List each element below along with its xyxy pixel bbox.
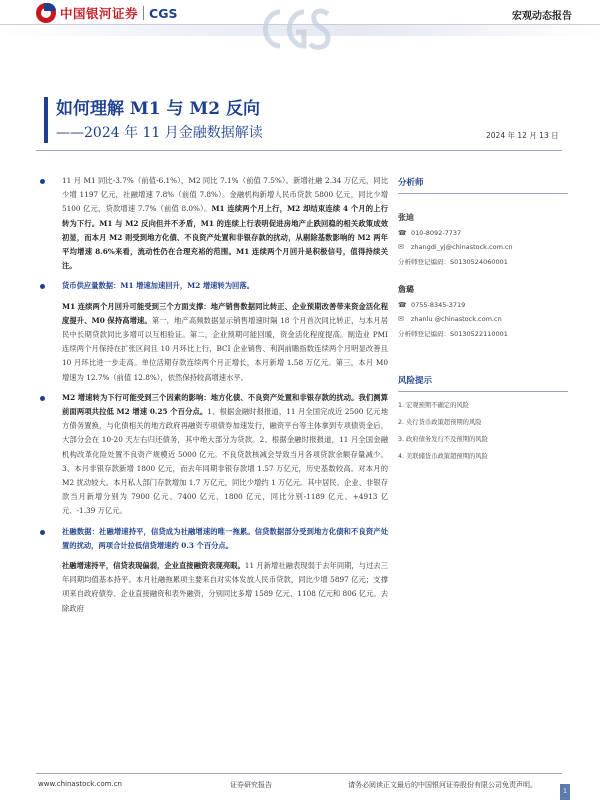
phone-number: 0755-8345-3719 [411,301,466,309]
risk-heading: 风险提示 [398,376,433,386]
section-heading: 货币供应量数据：M1 增速加速回升，M2 增速转为回落。 [62,281,254,291]
m1-section [40,300,388,385]
cert-number: 分析师登记编码：S0130524060001 [398,258,508,266]
summary-text: 11 月 M1 同比-3.7%（前值-6.1%），M2 同比 7.1%（前值 7.5%）。新增社融 2.34 万亿元，同比少增 1197 亿元，社融增速 7.8%（前值 7.8%）。金融机构新增人民币贷款 5800 亿元，同比少增 5100 亿元，贷款增速 7.7%（前值 8.0%）。 [62,176,388,214]
main-body [40,174,388,622]
paragraph-text: 1、根据金融时报报道，11 月全国完成近 2500 亿元地方债务置换，与化债相关的地方政府再融资专项债券加速发行，融资平台等主体拿到专项债资金后，大部分会在 10-20 天左右归还债务，其中绝大部分为贷款。2、根据金融时报报道，11 月全国金融机构改革化险处置不良资产规模近 5000 亿元。不良贷款核减会导致当月各项贷款余额存量减少。3、本月非银存款新增 1800 亿元，而去年同期非银存款增 1.57 万亿元，历史基数较高。对本月的 M2 扰动较大。本月私人部门存款增加 1.7 万亿元，同比少增约 1 万亿元。其中居民、企业、非银存款当月新增分别为 7900 亿元、7400 亿元、1800 亿元，同比分别-1189 亿元、+4913 亿元、-1.39 万亿元。 [62,407,388,516]
paragraph [62,391,388,519]
credit-section [40,559,388,616]
analyst-name: 张迪 [398,213,414,222]
paragraph-lead: M2 增速转为下行可能受到三个因素的影响：地方化债、不良资产处置和非银存款的扰动。我们测算前面两项共拉低 M2 增速 0.25 个百分点。 [62,392,388,417]
analyst-email[interactable] [398,315,568,323]
cert-number: 分析师登记编码：S0130522110001 [398,330,508,338]
paragraph [62,300,388,385]
report-subtitle: ——2024 年 11 月金融数据解读 [56,125,263,141]
footer-website[interactable]: www.chinastock.com.cn [38,780,122,788]
analyst-cert [398,329,568,338]
cgs-watermark-icon [258,2,332,62]
footer-rule [36,773,562,774]
logo-divider [143,6,144,20]
bullet-icon [40,179,45,184]
summary-section [40,174,388,273]
paragraph-text: 第一，地产高频数据显示销售增速时隔 18 个月首次同比转正，与本月居民中长期贷款同比多增可以互相验证。第二，企业预期可能回暖，资金活化程度提高。制造业 PMI 连续两个月保持在扩张区间且 10 月环比上行，BCI 企业销售、利润前瞻指数连续两个月明显改善且 10 月环比进一步走高。单位活期存款连续两个月正增长，本月新增 1.58 万亿元。第三，本月 M0 增速为 12.7%（前值 12.8%），依然保持较高增速水平。 [62,315,388,382]
analyst-name: 詹璐 [398,285,414,294]
page-header [0,0,600,36]
analyst-email[interactable] [398,243,568,251]
sidebar-rule [398,391,568,392]
analyst-cert [398,257,568,266]
summary-bold-text: M1 连续两个月上行，M2 却结束连续 4 个月的上行转为下行。M1 与 M2 反向但并不矛盾，M1 的连续上行表明促进房地产止跌回稳的相关政策成效初显，而本月 M2 则受到地方化债、不良资产处置和非银存款的扰动，从剔除基数影响的 M2 两年平均增速 8.6%来看，流动性仍在合理充裕的范围。M1 连续两个月回升是积极信号，值得持续关注。 [62,204,388,271]
footer-label: 证券研究报告 [230,781,272,789]
risk-item: 4. 美联储货币政策超预期的风险 [398,453,488,460]
sidebar-rule [398,193,568,194]
logo-text: 中国银河证券 [60,6,139,21]
paragraph-lead: 社融增速持平，信贷表现偏弱，企业直接融资表现亮眼。 [62,561,245,571]
bullet-icon [40,284,45,289]
risk-item: 1. 宏观预期不确定的风险 [398,402,469,409]
title-accent-bar [44,97,48,143]
phone-number: 010-8092-7737 [411,229,462,237]
email-address[interactable]: zhangdi_yj@chinastock.com.cn [411,243,513,251]
paragraph [62,174,388,273]
page-number: 1 [560,784,570,800]
analyst-phone [398,229,568,237]
section-heading: 社融数据：社融增速持平，信贷成为社融增速的唯一拖累。信贷数据部分受到地方化债和不良资产处置的扰动，两项合计拉低信贷增速约 0.3 个百分点。 [62,526,388,550]
email-address[interactable]: zhanlu @chinastock.com.cn [411,315,502,323]
analyst-heading: 分析师 [398,178,424,188]
bullet-icon [40,396,45,401]
footer-disclaimer: 请务必阅读正文最后的中国银河证券股份有限公司免责声明。 [348,781,537,789]
title-rule [36,150,562,151]
bullet-icon [40,530,45,535]
phone-icon: ☎ [398,229,407,237]
company-logo [36,2,177,24]
paragraph [62,559,388,616]
report-title: 如何理解 M1 与 M2 反向 [56,99,260,119]
logo-cgs: CGS [149,5,178,21]
email-icon: ✉ [398,243,404,251]
m2-section [40,391,388,519]
phone-icon: ☎ [398,301,407,309]
analyst-phone [398,301,568,309]
analyst-card [398,212,568,266]
paragraph-lead: M1 连续两个月回升可能受到三个方面支撑：地产销售数据同比转正、企业预期改善带来资金活化程度提升、M0 保持高增速。 [62,301,388,325]
analyst-card [398,284,568,338]
report-type: 宏观动态报告 [512,11,572,22]
email-icon: ✉ [398,315,404,323]
social-financing-section [40,525,388,553]
report-date: 2024 年 12 月 13 日 [486,131,559,140]
paragraph-text: 11 月新增社融表现弱于去年同期，与过去三年同期均值基本持平。本月社融拖累项主要来自对实体发放人民币贷款，同比少增 5897 亿元；支撑项来自政府债券、企业直接融资和表外融资，分别同比多增 1589 亿元、1108 亿元和 806 亿元。去除政府 [62,561,389,613]
risk-item: 2. 央行货币政策超预期的风险 [398,419,482,426]
sidebar [398,176,568,460]
galaxy-logo-icon [36,3,56,23]
money-supply-section [40,279,388,293]
risk-item: 3. 政府债务发行不及预期的风险 [398,436,488,443]
